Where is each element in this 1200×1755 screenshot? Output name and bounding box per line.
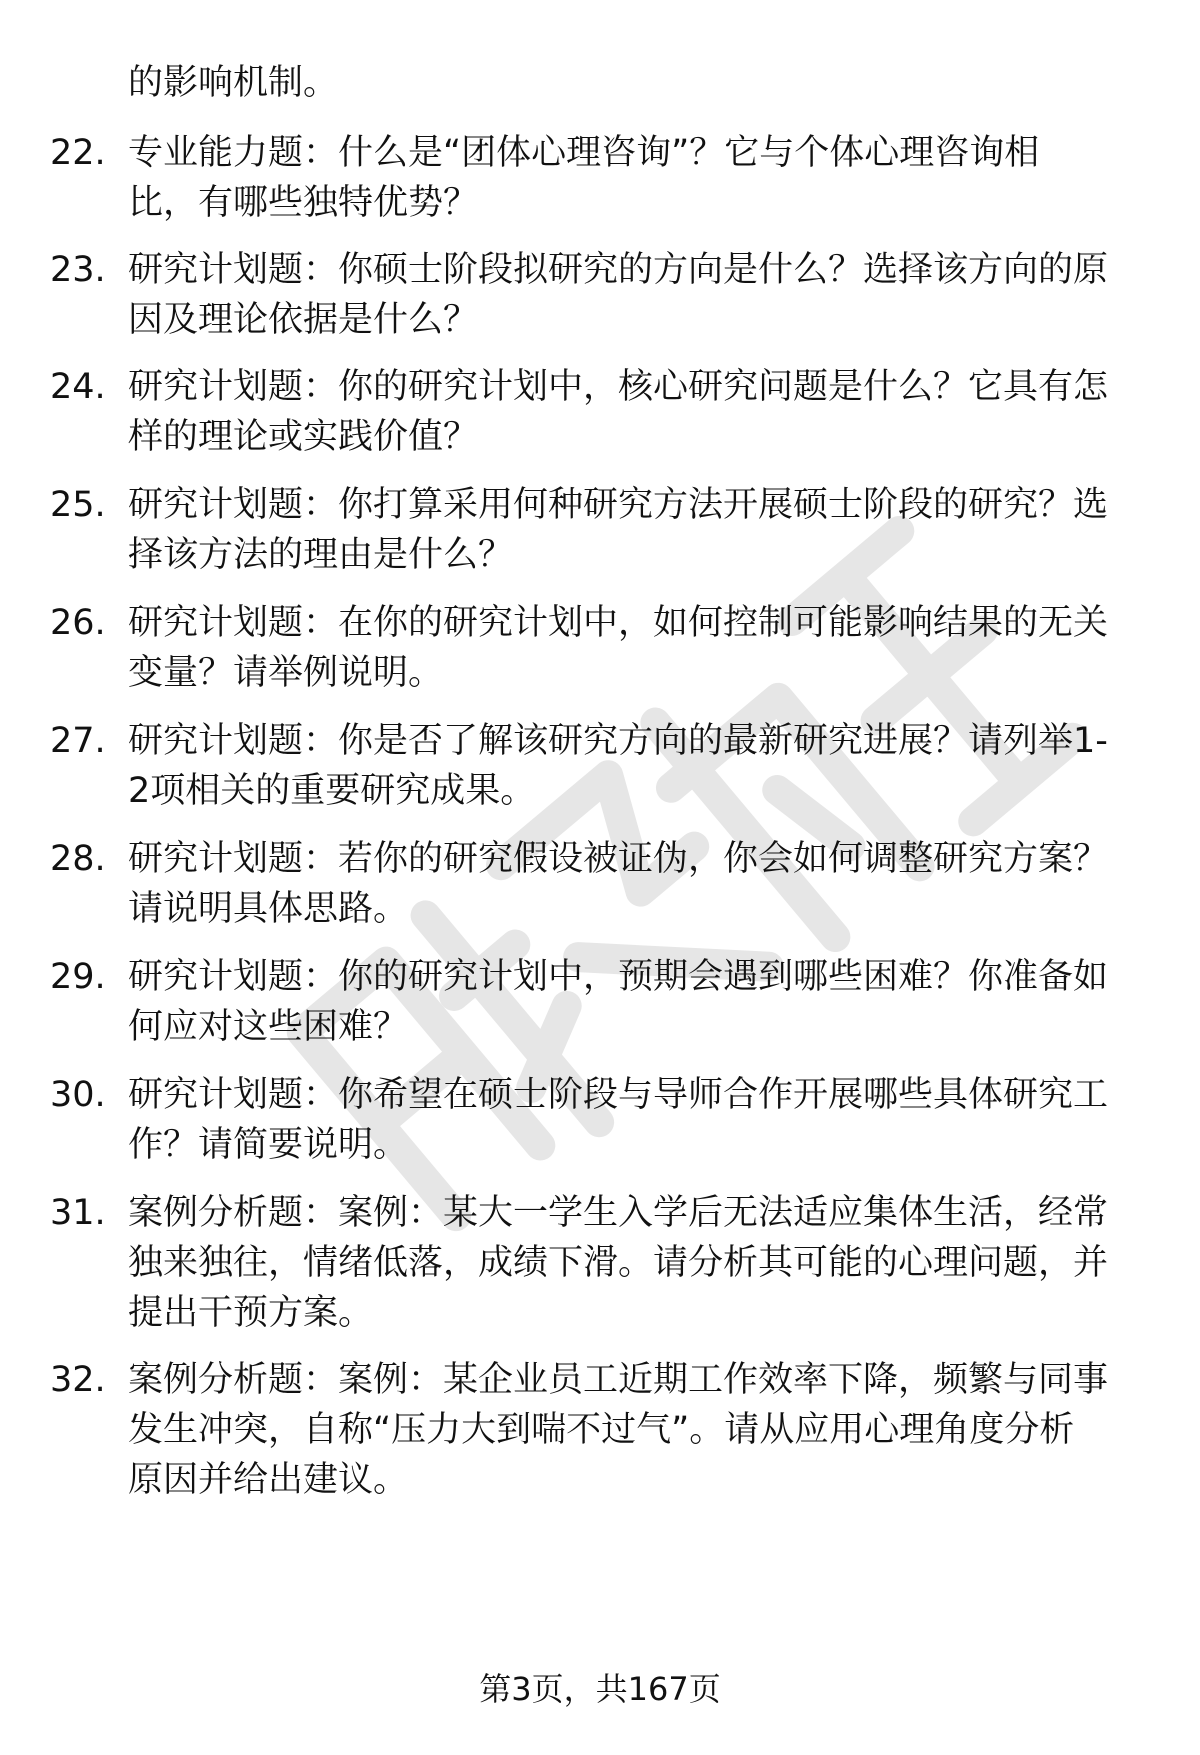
- question-line: 案例分析题：案例：某大一学生入学后无法适应集体生活，经常: [128, 1193, 1109, 1233]
- question-line: 研究计划题：你希望在硕士阶段与导师合作开展哪些具体研究工: [128, 1075, 1109, 1115]
- question-item-22: [50, 128, 1140, 228]
- question-item-28: [50, 834, 1140, 934]
- question-line: 比，有哪些独特优势？: [128, 183, 479, 223]
- question-item-26: [50, 598, 1140, 698]
- question-line: 案例分析题：案例：某企业员工近期工作效率下降，频繁与同事: [128, 1360, 1109, 1400]
- question-item-29: [50, 952, 1140, 1052]
- question-line: 请说明具体思路。: [128, 889, 409, 929]
- question-line: 独来独往，情绪低落，成绩下滑。请分析其可能的心理问题，并: [128, 1243, 1109, 1283]
- question-number: 27.: [50, 721, 106, 761]
- question-number: 28.: [50, 839, 106, 879]
- question-number: 31.: [50, 1193, 106, 1233]
- question-line: 作？请简要说明。: [128, 1125, 409, 1165]
- question-number: 23.: [50, 250, 106, 290]
- question-line: 研究计划题：你的研究计划中，预期会遇到哪些困难？你准备如: [128, 957, 1109, 997]
- question-item-24: [50, 362, 1140, 462]
- question-line: 研究计划题：你打算采用何种研究方法开展硕士阶段的研究？选: [128, 485, 1109, 525]
- question-number: 29.: [50, 957, 106, 997]
- question-item-27: [50, 716, 1140, 816]
- continued-text: 的影响机制。: [128, 63, 339, 103]
- question-item-32: [50, 1355, 1140, 1505]
- question-number: 32.: [50, 1360, 106, 1400]
- question-number: 25.: [50, 485, 106, 525]
- question-line: 2项相关的重要研究成果。: [128, 771, 536, 811]
- question-line: 变量？请举例说明。: [128, 653, 444, 693]
- question-line: 发生冲突，自称“压力大到喘不过气”。请从应用心理角度分析: [128, 1410, 1075, 1450]
- question-number: 22.: [50, 133, 106, 173]
- question-number: 30.: [50, 1075, 106, 1115]
- question-line: 研究计划题：你的研究计划中，核心研究问题是什么？它具有怎: [128, 367, 1109, 407]
- question-number: 24.: [50, 367, 106, 407]
- question-line: 样的理论或实践价值？: [128, 417, 479, 457]
- question-line: 研究计划题：若你的研究假设被证伪，你会如何调整研究方案？: [128, 839, 1109, 879]
- question-line: 提出干预方案。: [128, 1293, 374, 1333]
- question-line: 研究计划题：你硕士阶段拟研究的方向是什么？选择该方向的原: [128, 250, 1109, 290]
- question-line: 何应对这些困难？: [128, 1007, 409, 1047]
- question-item-31: [50, 1188, 1140, 1338]
- question-number: 26.: [50, 603, 106, 643]
- question-item-25: [50, 480, 1140, 580]
- question-line: 因及理论依据是什么？: [128, 300, 479, 340]
- page-footer: 第3页，共167页: [479, 1670, 721, 1708]
- question-line: 择该方法的理由是什么？: [128, 535, 514, 575]
- question-line: 研究计划题：你是否了解该研究方向的最新研究进展？请列举1-: [128, 721, 1108, 761]
- question-item-23: [50, 245, 1140, 345]
- question-line: 原因并给出建议。: [128, 1460, 409, 1500]
- question-line: 研究计划题：在你的研究计划中，如何控制可能影响结果的无关: [128, 603, 1109, 643]
- question-line: 专业能力题：什么是“团体心理咨询”？它与个体心理咨询相: [128, 133, 1040, 173]
- question-item-30: [50, 1070, 1140, 1170]
